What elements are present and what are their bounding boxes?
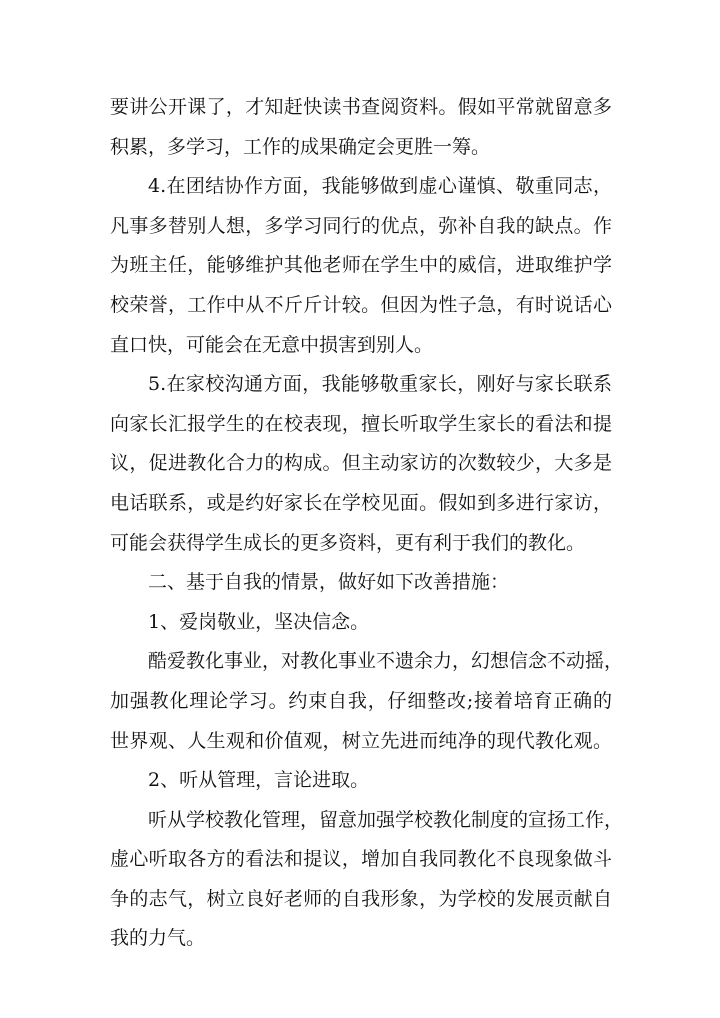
text-line: 世界观、人生观和价值观，树立先进而纯净的现代教化观。 xyxy=(110,729,612,752)
text-line: 争的志气，树立良好老师的自我形象，为学校的发展贡献自 xyxy=(110,887,612,910)
document-body xyxy=(110,88,624,959)
text-line: 为班主任，能够维护其他老师在学生中的威信，进取维护学 xyxy=(110,254,612,277)
text-line: 积累，多学习，工作的成果确定会更胜一筹。 xyxy=(110,135,491,158)
text-line: 电话联系，或是约好家长在学校见面。假如到多进行家访， xyxy=(110,491,612,514)
text-line: 虚心听取各方的看法和提议，增加自我同教化不良现象做斗 xyxy=(110,848,612,871)
text-line: 听从学校教化管理，留意加强学校教化制度的宣扬工作， xyxy=(148,808,624,831)
text-line: 我的力气。 xyxy=(110,927,206,950)
text-line: 可能会获得学生成长的更多资料，更有利于我们的教化。 xyxy=(110,531,586,554)
text-line: 议，促进教化合力的构成。但主动家访的次数较少，大多是 xyxy=(110,452,612,475)
text-line: 酷爱教化事业，对教化事业不遗余力，幻想信念不动摇， xyxy=(148,650,624,673)
text-line: 要讲公开课了，才知赶快读书查阅资料。假如平常就留意多 xyxy=(110,96,612,118)
text-line: 4.在团结协作方面，我能够做到虚心谨慎、敬重同志， xyxy=(148,175,612,198)
subsection-heading: 1、爱岗敬业，坚决信念。 xyxy=(148,610,370,633)
subsection-heading: 2、听从管理，言论进取。 xyxy=(148,769,370,792)
section-heading: 二、基于自我的情景，做好如下改善措施： xyxy=(148,571,510,594)
text-line: 5.在家校沟通方面，我能够敬重家长，刚好与家长联系 xyxy=(148,373,612,396)
text-line: 向家长汇报学生的在校表现，擅长听取学生家长的看法和提 xyxy=(110,412,612,435)
text-line: 凡事多替别人想，多学习同行的优点，弥补自我的缺点。作 xyxy=(110,214,612,237)
text-line: 直口快，可能会在无意中损害到别人。 xyxy=(110,333,434,356)
text-line: 加强教化理论学习。约束自我，仔细整改;接着培育正确的 xyxy=(110,689,612,712)
text-line: 校荣誉，工作中从不斤斤计较。但因为性子急，有时说话心 xyxy=(110,293,612,316)
